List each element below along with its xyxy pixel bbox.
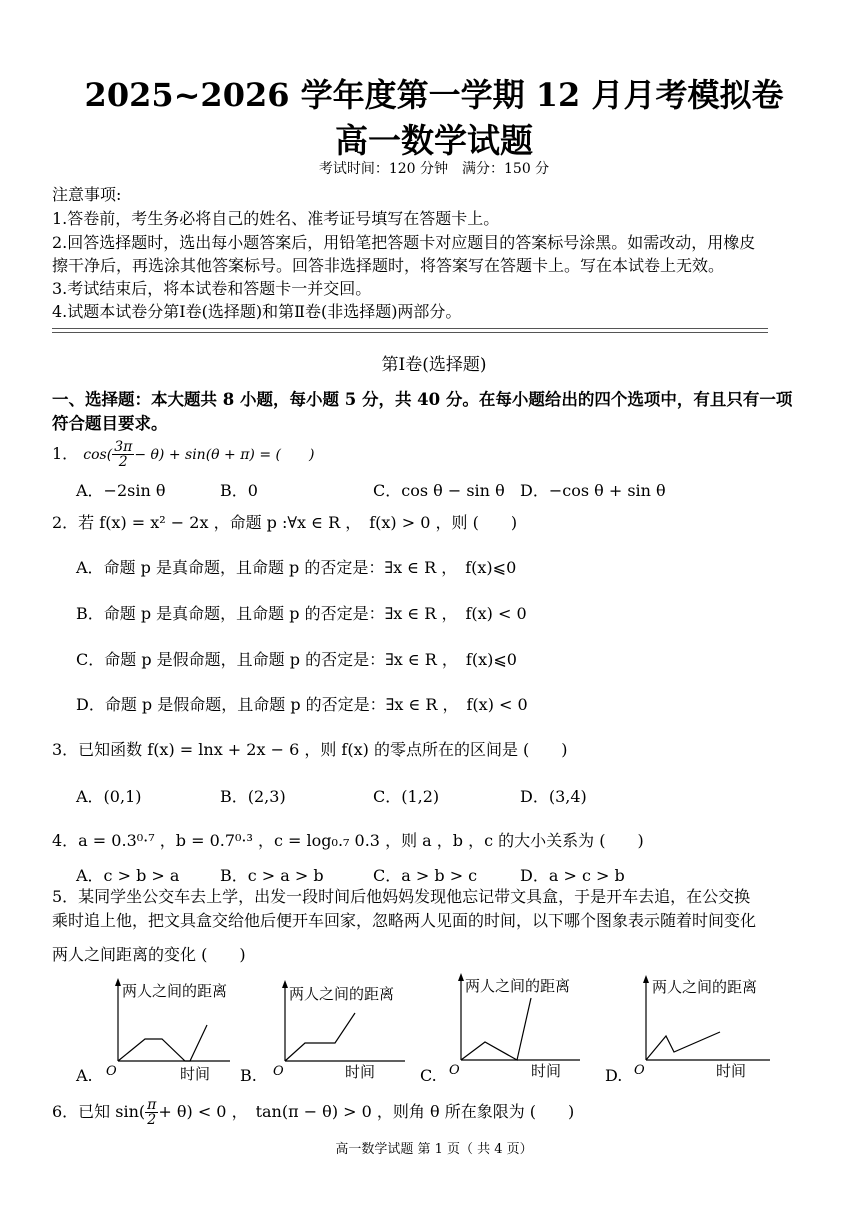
graph-d: [630, 972, 780, 1084]
question-2-stem: 2．若 f(x) = x² − 2x ，命题 p :∀x ∈ R ， f(x) > 0 ，则 ( ): [52, 513, 518, 532]
option-c: C．cos θ − sin θ: [373, 481, 505, 500]
option-c: C．(1,2): [373, 787, 440, 806]
math-text: + θ) < 0 ， tan(π − θ) > 0 ，则角 θ 所在象限为 ( ): [158, 1102, 575, 1121]
graph-y-label: 两人之间的距离: [289, 985, 395, 1003]
graph-a: [100, 975, 240, 1085]
option-d: D．a > c > b: [520, 866, 625, 885]
note-item: 4.试题本试卷分第Ⅰ卷(选择题)和第Ⅱ卷(非选择题)两部分。: [52, 302, 462, 321]
graph-x-label: 时间: [531, 1062, 562, 1080]
math-text: − θ) + sin(θ + π) = ( ): [134, 447, 315, 463]
part-heading: 一、选择题：本大题共 8 小题，每小题 5 分，共 40 分。在每小题给出的四个选项中，有且只有一项: [52, 390, 793, 409]
fraction-numerator: π: [147, 1097, 157, 1113]
exam-title: 2025~2026 学年度第一学期 12 月月考模拟卷: [84, 76, 784, 114]
math-text: 6．已知 sin(: [52, 1102, 146, 1121]
divider: [52, 328, 768, 329]
question-1-stem: [52, 440, 314, 469]
note-item: 1.答卷前，考生务必将自己的姓名、准考证号填写在答题卡上。: [52, 209, 500, 228]
fraction-numerator: 3π: [114, 439, 133, 455]
option-b: B．0: [220, 481, 258, 500]
option-d: D．命题 p 是假命题，且命题 p 的否定是：∃x ∈ R ， f(x) < 0: [76, 695, 528, 714]
fraction: [145, 1098, 158, 1127]
option-d: D．(3,4): [520, 787, 587, 806]
graph-y-label: 两人之间的距离: [122, 982, 228, 1000]
question-number: 1．: [52, 444, 79, 463]
question-5-stem: 两人之间距离的变化 ( ): [52, 945, 246, 964]
graph-origin: O: [634, 1063, 645, 1078]
math-text: cos(: [83, 447, 113, 463]
fraction-denominator: 2: [147, 1112, 157, 1128]
graph-origin: O: [273, 1064, 284, 1079]
graph-x-label: 时间: [180, 1065, 211, 1083]
graph-option-label: B.: [240, 1066, 257, 1085]
part-heading: 符合题目要求。: [52, 414, 168, 433]
question-3-stem: 3．已知函数 f(x) = lnx + 2x − 6 ，则 f(x) 的零点所在的区间是 ( ): [52, 740, 568, 759]
note-item: 2.回答选择题时，选出每小题答案后，用铅笔把答题卡对应题目的答案标号涂黑。如需改动，用橡皮: [52, 233, 756, 252]
option-b: B．(2,3): [220, 787, 286, 806]
fraction: [112, 440, 134, 469]
graph-origin: O: [449, 1063, 460, 1078]
graph-b: [265, 977, 415, 1087]
option-a: A．(0,1): [76, 787, 142, 806]
note-item: 擦干净后，再选涂其他答案标号。回答非选择题时，将答案写在答题卡上。写在本试卷上无效。: [52, 256, 725, 275]
option-a: A．命题 p 是真命题，且命题 p 的否定是：∃x ∈ R ， f(x)⩽0: [76, 558, 517, 577]
graph-x-label: 时间: [345, 1063, 376, 1081]
question-6-stem: [52, 1098, 574, 1127]
option-c: C．命题 p 是假命题，且命题 p 的否定是：∃x ∈ R ， f(x)⩽0: [76, 650, 517, 669]
graph-origin: O: [106, 1064, 117, 1079]
option-a: A．−2sin θ: [76, 481, 166, 500]
graph-y-label: 两人之间的距离: [652, 978, 758, 996]
divider: [52, 332, 768, 333]
graph-x-label: 时间: [716, 1062, 747, 1080]
question-5-stem: 乘时追上他，把文具盒交给他后便开车回家，忽略两人见面的时间，以下哪个图象表示随着时间变化: [52, 911, 757, 930]
graph-option-label: D.: [605, 1066, 623, 1085]
notes-heading: 注意事项:: [52, 185, 122, 204]
exam-info: 考试时间：120 分钟 满分：150 分: [318, 161, 550, 177]
option-a: A．c > b > a: [76, 866, 180, 885]
graph-option-label: C.: [420, 1066, 437, 1085]
question-5-stem: 5．某同学坐公交车去上学，出发一段时间后他妈妈发现他忘记带文具盒，于是开车去追，在公交换: [52, 887, 751, 906]
graph-y-label: 两人之间的距离: [465, 977, 571, 995]
fraction-denominator: 2: [118, 454, 128, 470]
option-b: B．c > a > b: [220, 866, 324, 885]
page-footer: 高一数学试题 第 1 页（ 共 4 页）: [335, 1142, 533, 1157]
graph-option-label: A.: [76, 1066, 93, 1085]
option-b: B．命题 p 是真命题，且命题 p 的否定是：∃x ∈ R ， f(x) < 0: [76, 604, 527, 623]
graph-c: [445, 970, 605, 1085]
section-title: 第Ⅰ卷(选择题): [381, 355, 487, 375]
option-d: D．−cos θ + sin θ: [520, 481, 666, 500]
note-item: 3.考试结束后，将本试卷和答题卡一并交回。: [52, 279, 372, 298]
exam-subject-title: 高一数学试题: [335, 121, 533, 160]
option-c: C．a > b > c: [373, 866, 478, 885]
question-4-stem: 4．a = 0.3⁰·⁷ ，b = 0.7⁰·³ ，c = log₀.₇ 0.3 ，则 a ，b ，c 的大小关系为 ( ): [52, 831, 644, 850]
